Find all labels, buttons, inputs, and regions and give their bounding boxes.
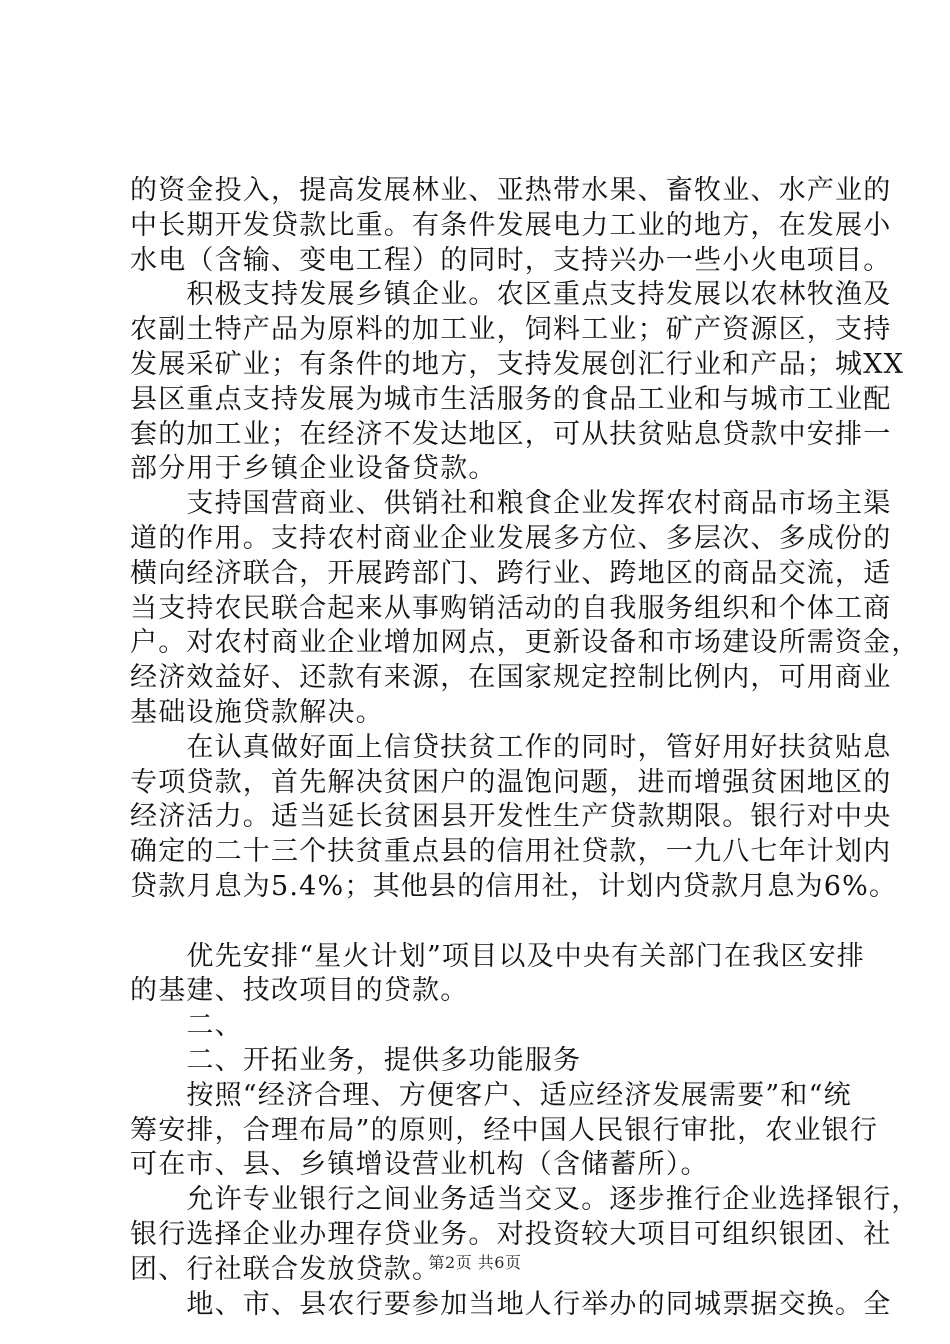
section-heading: 二、 (130, 1010, 243, 1042)
text-line: 的基建、技改项目的贷款。 (130, 975, 469, 1007)
text-line: 积极支持发展乡镇企业。农区重点支持发展以农林牧渔及 (130, 279, 892, 311)
text-line: 地、市、县农行要参加当地人行举办的同城票据交换。全 (130, 1288, 892, 1320)
text-line: 在认真做好面上信贷扶贫工作的同时，管好用好扶贫贴息 (130, 731, 892, 763)
text-line: 按照“经济合理、方便客户、适应经济发展需要”和“统 (130, 1079, 852, 1111)
text-line: 道的作用。支持农村商业企业发展多方位、多层次、多成份的 (130, 522, 892, 554)
text-line: 专项贷款，首先解决贫困户的温饱问题，进而增强贫困地区的 (130, 766, 892, 798)
document-body (130, 174, 920, 1322)
section-heading: 二、开拓业务，提供多功能服务 (130, 1044, 582, 1076)
text-line: 水电（含输、变电工程）的同时，支持兴办一些小火电项目。 (130, 244, 892, 276)
text-line: 部分用于乡镇企业设备贷款。 (130, 453, 497, 485)
text-line: 经济效益好、还款有来源，在国家规定控制比例内，可用商业 (130, 662, 892, 694)
text-line: 优先安排“星火计划”项目以及中央有关部门在我区安排 (130, 940, 866, 972)
text-line: 的资金投入，提高发展林业、亚热带水果、畜牧业、水产业的 (130, 175, 892, 206)
text-line: 当支持农民联合起来从事购销活动的自我服务组织和个体工商 (130, 592, 892, 624)
text-line: 确定的二十三个扶贫重点县的信用社贷款，一九八七年计划内 (130, 836, 892, 868)
text-line: 中长期开发贷款比重。有条件发展电力工业的地方，在发展小 (130, 209, 892, 241)
text-line: 贷款月息为5.4%；其他县的信用社，计划内贷款月息为6%。 (130, 870, 898, 902)
text-line: 县区重点支持发展为城市生活服务的食品工业和与城市工业配 (130, 383, 892, 415)
page-footer: 第2页 共6页 (428, 1253, 522, 1272)
text-line: 可在市、县、乡镇增设营业机构（含储蓄所）。 (130, 1149, 709, 1181)
blank-line (130, 905, 830, 940)
text-line: 户。对农村商业企业增加网点，更新设备和市场建设所需资金， (130, 627, 920, 659)
text-line: 团、行社联合发放贷款。 (130, 1253, 441, 1285)
text-line: 套的加工业；在经济不发达地区，可从扶贫贴息贷款中安排一 (130, 418, 892, 450)
text-line: 银行选择企业办理存贷业务。对投资较大项目可组织银团、社 (130, 1218, 892, 1250)
text-line: 横向经济联合，开展跨部门、跨行业、跨地区的商品交流，适 (130, 557, 892, 589)
text-line: 支持国营商业、供销社和粮食企业发挥农村商品市场主渠 (130, 488, 892, 520)
text-line: 经济活力。适当延长贫困县开发性生产贷款期限。银行对中央 (130, 801, 892, 833)
text-line: 基础设施贷款解决。 (130, 696, 384, 728)
text-line: 农副土特产品为原料的加工业，饲料工业；矿产资源区，支持 (130, 314, 892, 346)
text-line: 允许专业银行之间业务适当交叉。逐步推行企业选择银行， (130, 1184, 920, 1216)
text-line: 发展采矿业；有条件的地方，支持发展创汇行业和产品；城XX (130, 348, 905, 380)
text-line: 筹安排，合理布局”的原则，经中国人民银行审批，农业银行 (130, 1114, 879, 1146)
